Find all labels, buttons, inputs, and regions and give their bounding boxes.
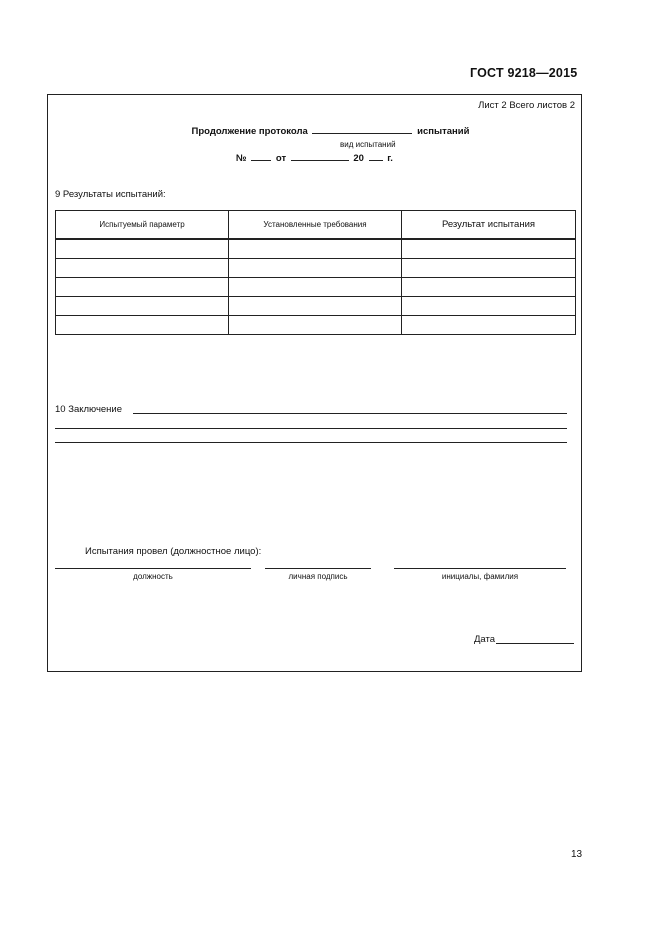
conclusion-line — [55, 442, 567, 443]
date-line — [496, 643, 574, 644]
table-cell — [56, 239, 229, 259]
protocol-title — [0, 124, 661, 137]
table-cell — [402, 259, 576, 278]
table-cell — [229, 239, 402, 259]
column-header-parameter: Испытуемый параметр — [56, 211, 229, 240]
protocol-form-frame — [47, 94, 582, 672]
date-label: Дата — [474, 634, 496, 645]
table-cell — [56, 278, 229, 297]
signature-line — [265, 568, 371, 569]
table-cell — [402, 316, 576, 335]
protocol-title-left: Продолжение протокола — [191, 126, 308, 137]
table-cell — [229, 259, 402, 278]
table-row — [56, 316, 576, 335]
protocol-number-line — [236, 151, 393, 164]
year-label: 20 — [353, 153, 364, 164]
name-caption: инициалы, фамилия — [441, 572, 519, 581]
test-type-blank — [312, 124, 412, 134]
results-table-header — [56, 211, 576, 240]
date-blank — [291, 151, 349, 161]
year-blank — [369, 151, 383, 161]
position-line — [55, 568, 251, 569]
table-cell — [229, 297, 402, 316]
table-cell — [402, 278, 576, 297]
protocol-title-right: испытаний — [417, 126, 470, 137]
standard-number: ГОСТ 9218—2015 — [470, 66, 578, 80]
year-suffix: г. — [387, 153, 393, 164]
table-cell — [402, 297, 576, 316]
column-header-result: Результат испытания — [402, 211, 576, 240]
conclusion-line — [133, 413, 567, 414]
test-type-caption: вид испытаний — [340, 140, 396, 149]
table-cell — [56, 316, 229, 335]
column-header-requirements: Установленные требования — [229, 211, 402, 240]
section-10-heading: 10 Заключение — [55, 404, 123, 415]
table-cell — [229, 316, 402, 335]
tested-by-label: Испытания провел (должностное лицо): — [85, 546, 262, 557]
table-row — [56, 259, 576, 278]
number-prefix: № — [236, 153, 247, 164]
number-blank — [251, 151, 271, 161]
results-table — [55, 210, 576, 335]
sheet-counter: Лист 2 Всего листов 2 — [478, 100, 575, 111]
signature-caption: личная подпись — [288, 572, 348, 581]
section-9-heading: 9 Результаты испытаний: — [55, 189, 166, 200]
table-cell — [229, 278, 402, 297]
table-row — [56, 297, 576, 316]
table-cell — [56, 297, 229, 316]
page-number: 13 — [571, 849, 583, 860]
table-row — [56, 239, 576, 259]
conclusion-line — [55, 428, 567, 429]
from-label: от — [275, 153, 287, 164]
table-row — [56, 278, 576, 297]
position-caption: должность — [133, 572, 173, 581]
table-cell — [402, 239, 576, 259]
name-line — [394, 568, 566, 569]
table-cell — [56, 259, 229, 278]
